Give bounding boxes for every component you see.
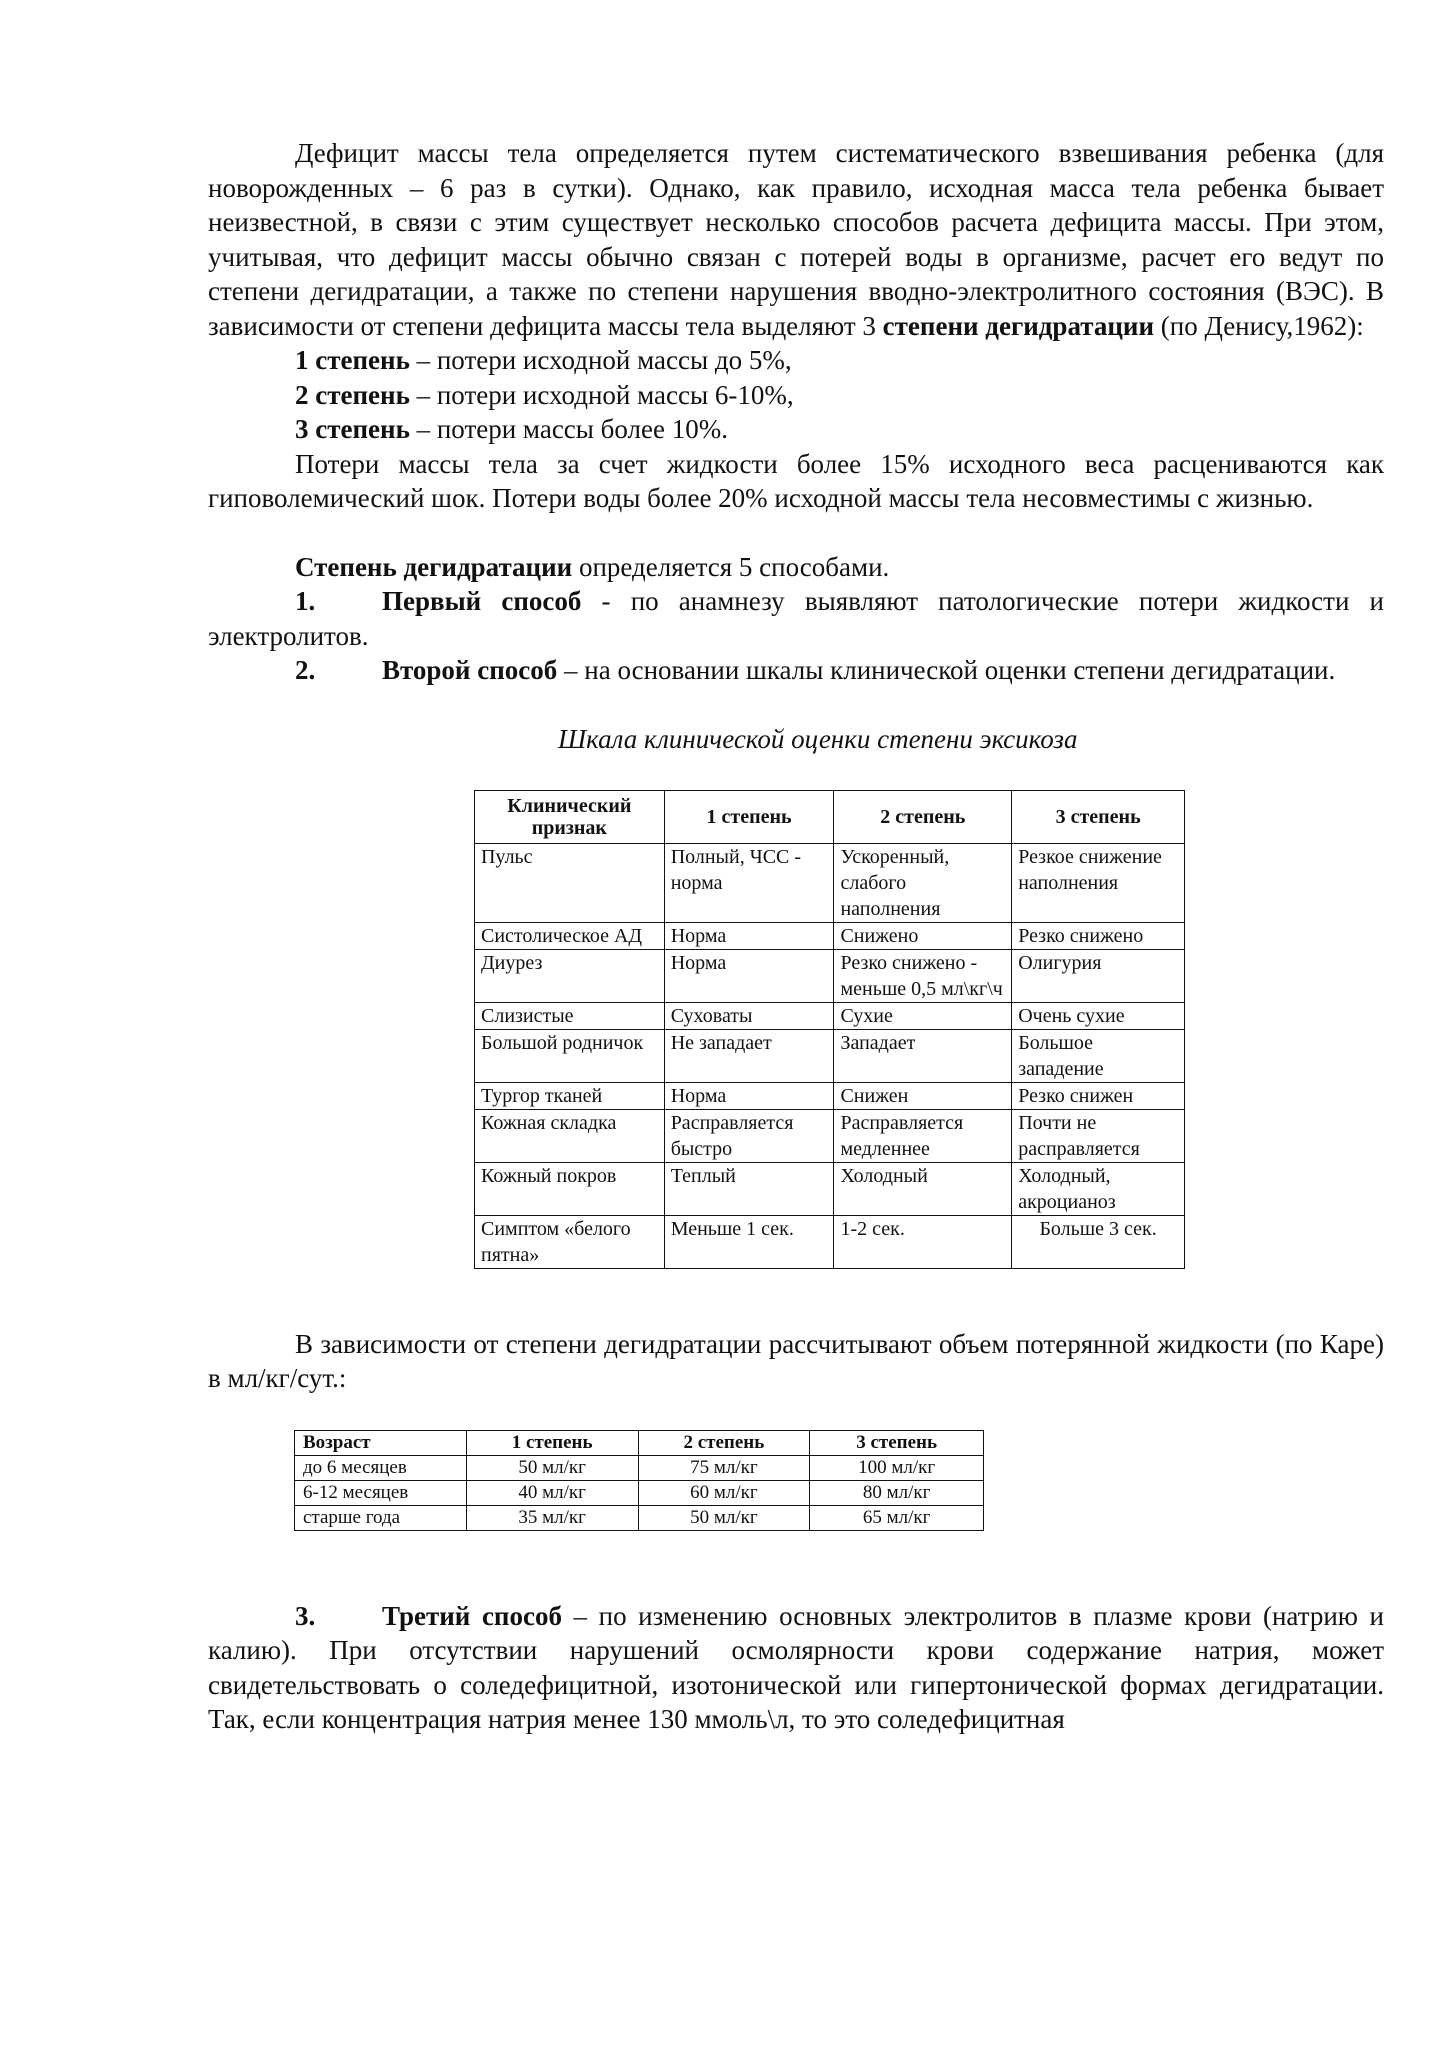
document-page xyxy=(208,136,1384,1737)
header-cell: 1 степень xyxy=(466,1430,638,1455)
degree-text: – потери исходной массы до 5%, xyxy=(409,345,792,375)
method-number: 1. xyxy=(295,586,316,616)
table-row xyxy=(295,1505,984,1530)
intro-tail: (по Денису,1962): xyxy=(1154,310,1364,341)
table-cell: Большое западение xyxy=(1012,1029,1185,1082)
table-cell: Норма xyxy=(664,1082,834,1109)
table-cell: 75 мл/кг xyxy=(638,1455,810,1480)
table-cell: Пульс xyxy=(475,843,665,922)
table-cell: Суховаты xyxy=(664,1002,834,1029)
table-header-row xyxy=(295,1430,984,1455)
table-cell: 80 мл/кг xyxy=(810,1480,984,1505)
intro-text: Дефицит массы тела определяется путем систематического взвешивания ребенка (для новорожденных – 6 раз в сутки). Однако, как правило, исходная масса тела ребенка бывает неизвестной, в связи с этим существует несколько способов расчета дефицита массы. При этом, учитывая, что дефицит массы обычно связан с потерей воды в организме, расчет его ведут по степени дегидратации, а также по степени нарушения вводно-электролитного состояния (ВЭС). В зависимости от степени дефицита массы тела выделяют 3 xyxy=(208,138,1384,341)
methods-intro xyxy=(208,550,1384,585)
spacer xyxy=(208,1396,1384,1430)
table-cell: Резкое снижение наполнения xyxy=(1012,843,1185,922)
intro-paragraph xyxy=(208,136,1384,343)
table-cell: до 6 месяцев xyxy=(295,1455,467,1480)
table-cell: Тургор тканей xyxy=(475,1082,665,1109)
excicosis-scale-table xyxy=(474,790,1185,1269)
table-row xyxy=(475,1082,1185,1109)
methods-intro-text: определяется 5 способами. xyxy=(572,551,890,582)
method-text: – на основании шкалы клинической оценки степени дегидратации. xyxy=(557,655,1336,685)
table-cell: 1-2 сек. xyxy=(834,1215,1012,1268)
degree-line-1 xyxy=(208,343,1384,378)
spacer xyxy=(208,1269,1384,1327)
method-title: Первый способ xyxy=(382,586,582,616)
table-cell: Резко снижено - меньше 0,5 мл\кг\ч xyxy=(834,949,1012,1002)
table-row xyxy=(475,949,1185,1002)
method-text: – по изменению основных электролитов в плазме крови (натрию и калию). При отсутствии нарушений осмолярности крови содержание натрия, может свидетельствовать о соледефицитной, изотонической или гипертонической формах дегидратации. Так, если концентрация натрия менее 130 ммоль\л, то это соледефицитная xyxy=(208,1600,1384,1734)
header-cell: Клинический признак xyxy=(475,790,665,843)
degree-line-2 xyxy=(208,378,1384,413)
table-row xyxy=(475,1029,1185,1082)
table-cell: 60 мл/кг xyxy=(638,1480,810,1505)
header-cell: 2 степень xyxy=(834,790,1012,843)
degree-label: 2 степень xyxy=(295,379,410,410)
table-cell: Расправляется медленнее xyxy=(834,1109,1012,1162)
table-cell: Слизистые xyxy=(475,1002,665,1029)
table-cell: 50 мл/кг xyxy=(638,1505,810,1530)
table-cell: Диурез xyxy=(475,949,665,1002)
method-1 xyxy=(208,584,1384,653)
header-cell: 2 степень xyxy=(638,1430,810,1455)
degree-text: – потери массы более 10%. xyxy=(409,414,728,444)
table-cell: Меньше 1 сек. xyxy=(664,1215,834,1268)
table-cell: 40 мл/кг xyxy=(466,1480,638,1505)
table-cell: Ускоренный, слабого наполнения xyxy=(834,843,1012,922)
table-cell: Кожная складка xyxy=(475,1109,665,1162)
table-header-row xyxy=(475,790,1185,843)
table-row xyxy=(475,1215,1185,1268)
intro-bold: степени дегидратации xyxy=(882,310,1155,341)
table-cell: Расправляется быстро xyxy=(664,1109,834,1162)
table-cell: 6-12 месяцев xyxy=(295,1480,467,1505)
table-cell: 35 мл/кг xyxy=(466,1505,638,1530)
table-row xyxy=(475,843,1185,922)
degree-label: 3 степень xyxy=(295,414,410,444)
shock-paragraph: Потери массы тела за счет жидкости более 15% исходного веса расцениваются как гиповолемический шок. Потери воды более 20% исходной массы тела несовместимы с жизнью. xyxy=(208,448,1384,513)
table-cell: Резко снижено xyxy=(1012,922,1185,949)
degree-text: – потери исходной массы 6-10%, xyxy=(409,379,794,410)
method-text: - по анамнезу выявляют патологические потери жидкости и электролитов. xyxy=(208,586,1384,651)
table-cell: Сухие xyxy=(834,1002,1012,1029)
table-cell: Норма xyxy=(664,949,834,1002)
table-cell: Холодный xyxy=(834,1162,1012,1215)
fluid-paragraph: В зависимости от степени дегидратации рассчитывают объем потерянной жидкости (по Каре) в мл/кг/сут.: xyxy=(208,1328,1384,1393)
table-row xyxy=(475,1109,1185,1162)
table-cell: старше года xyxy=(295,1505,467,1530)
table-cell: Большой родничок xyxy=(475,1029,665,1082)
table-cell: Систолическое АД xyxy=(475,922,665,949)
table-cell: Не западает xyxy=(664,1029,834,1082)
methods-intro-bold: Степень дегидратации xyxy=(295,551,573,582)
header-cell: Возраст xyxy=(295,1430,467,1455)
table-row xyxy=(475,922,1185,949)
table-cell: Западает xyxy=(834,1029,1012,1082)
table-cell: Олигурия xyxy=(1012,949,1185,1002)
table-row xyxy=(295,1455,984,1480)
table-cell: 65 мл/кг xyxy=(810,1505,984,1530)
table-cell: Снижено xyxy=(834,922,1012,949)
table-row xyxy=(475,1162,1185,1215)
table-row xyxy=(475,1002,1185,1029)
table-cell: Почти не расправляется xyxy=(1012,1109,1185,1162)
table-cell: Снижен xyxy=(834,1082,1012,1109)
table-cell: 50 мл/кг xyxy=(466,1455,638,1480)
table-cell: Очень сухие xyxy=(1012,1002,1185,1029)
table-cell: 100 мл/кг xyxy=(810,1455,984,1480)
method-title: Третий способ xyxy=(382,1600,562,1631)
table-cell: Симптом «белого пятна» xyxy=(475,1215,665,1268)
spacer xyxy=(208,1531,1384,1599)
spacer xyxy=(208,516,1384,550)
table-cell: Норма xyxy=(664,922,834,949)
degree-label: 1 степень xyxy=(295,345,410,375)
table-cell: Полный, ЧСС - норма xyxy=(664,843,834,922)
table-cell: Теплый xyxy=(664,1162,834,1215)
table-cell: Кожный покров xyxy=(475,1162,665,1215)
method-number: 3. xyxy=(295,1600,316,1631)
table-cell: Резко снижен xyxy=(1012,1082,1185,1109)
table-cell: Холодный, акроцианоз xyxy=(1012,1162,1185,1215)
method-title: Второй способ xyxy=(382,655,558,685)
degree-line-3 xyxy=(208,412,1384,447)
method-2 xyxy=(208,653,1384,688)
header-cell: 1 степень xyxy=(664,790,834,843)
fluid-loss-table xyxy=(294,1430,984,1531)
header-cell: 3 степень xyxy=(810,1430,984,1455)
table-cell: Больше 3 сек. xyxy=(1012,1215,1185,1268)
header-cell: 3 степень xyxy=(1012,790,1185,843)
table1-caption: Шкала клинической оценки степени эксикоза xyxy=(558,723,1078,754)
method-number: 2. xyxy=(295,655,316,685)
method-3 xyxy=(208,1599,1384,1737)
table-row xyxy=(295,1480,984,1505)
